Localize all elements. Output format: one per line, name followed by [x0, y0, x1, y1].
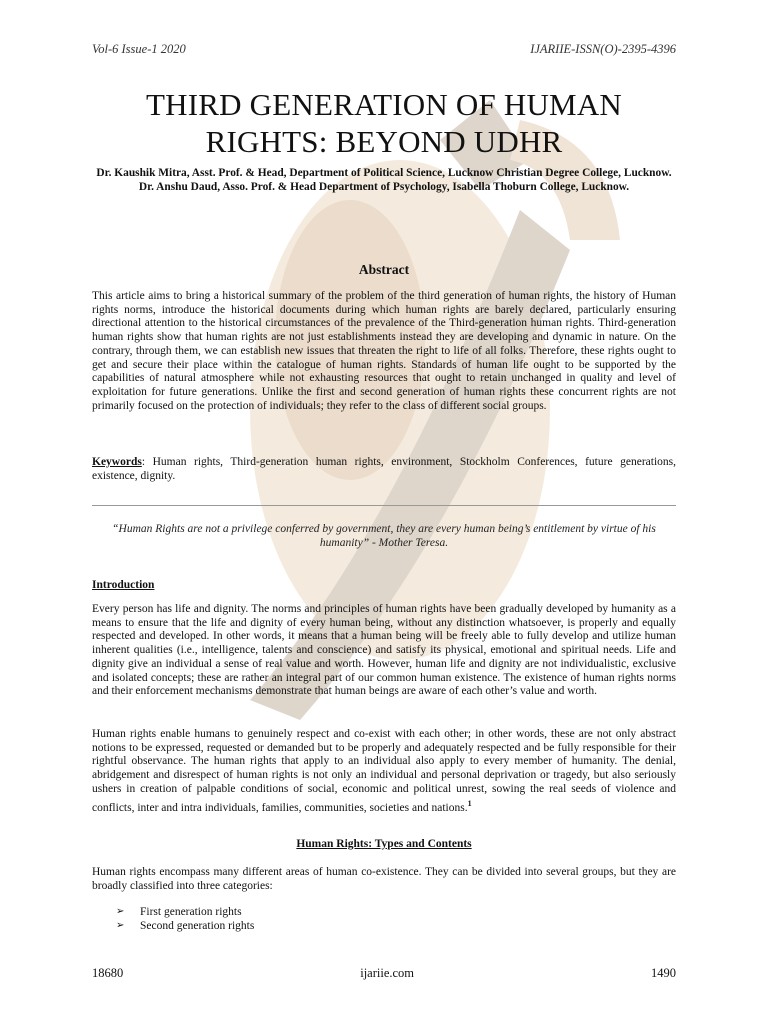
- header-issn: IJARIIE-ISSN(O)-2395-4396: [530, 42, 676, 56]
- title-line-2: RIGHTS: BEYOND UDHR: [205, 124, 563, 159]
- abstract-heading: Abstract: [358, 262, 410, 277]
- author-1: Dr. Kaushik Mitra, Asst. Prof. & Head, Department of Political Science, Lucknow Christian Degree College, Lucknow.: [96, 167, 672, 179]
- list-item-label: Second generation rights: [140, 920, 255, 932]
- keywords-separator: :: [141, 456, 146, 468]
- types-heading: Human Rights: Types and Contents: [296, 838, 472, 850]
- rights-list: [116, 905, 254, 933]
- paper-title: [60, 86, 708, 160]
- introduction-paragraph-2: [92, 728, 676, 815]
- abstract-body: This article aims to bring a historical summary of the problem of the third generation of human rights, the history of Human rights norms, introduce the historical documents during which human rights are barely declared, particularly ensuring directional attention to the historical circumstances of the prevalence of the Third-generation human rights. Third-generation human rights show that human rights are not just establishments instead they are developing and dynamic in nature. On the contrary, through them, we can establish new issues that threaten the right to life of all folks. Therefore, these rights ought to get and secure their place within the catalogue of human rights. Standards of human life ought to be supported by the capabilities of natural atmosphere while not exhausting resources that ought to retain unchanged in quality and level of exploitation for future generations. Unlike the first and second generation of human rights these concurrent rights are not primarily focused on the protection of individuals; they refer to the class of different social groups.: [92, 290, 676, 412]
- epigraph-quote: “Human Rights are not a privilege conferred by government, they are every human being’s entitlement by virtue of his humanity” - Mother Teresa.: [112, 523, 656, 549]
- author-2: Dr. Anshu Daud, Asso. Prof. & Head Department of Psychology, Isabella Thoburn College, Lucknow.: [138, 181, 630, 193]
- page-footer: [92, 966, 676, 981]
- authors-block: [92, 166, 676, 194]
- title-line-1: THIRD GENERATION OF HUMAN: [145, 87, 622, 122]
- section-divider: [92, 505, 676, 506]
- footnote-marker[interactable]: 1: [467, 798, 472, 808]
- footer-site[interactable]: ijariie.com: [360, 966, 415, 980]
- keywords-text: Human rights, Third-generation human rights, environment, Stockholm Conferences, future generations, existence, dignity.: [92, 456, 676, 482]
- list-item-label: First generation rights: [140, 906, 242, 918]
- running-header: [92, 42, 676, 57]
- footer-paper-id: 18680: [92, 966, 124, 980]
- keywords-label: Keywords: [92, 456, 142, 468]
- header-volume-issue: Vol-6 Issue-1 2020: [92, 42, 186, 56]
- arrow-bullet-icon: ➢: [116, 906, 125, 917]
- arrow-bullet-icon: ➢: [116, 920, 125, 931]
- introduction-paragraph-1: Every person has life and dignity. The norms and principles of human rights have been gradually developed by humanity as a means to ensure that the life and dignity of every human being, without any distinction whatsoever, is properly and equally respected and developed. In other words, it means that a human being will be freely able to fully develop and utilize human inherent qualities (i.e., intelligence, talents and conscience) and satisfy its physical, emotional and spiritual needs. Life and dignity give an individual a sense of real value and worth. However, human life and dignity are not individualistic, exclusive and isolated concepts; these are rather an integral part of our common human existence. The existence of human rights norms and their enforcement mechanisms demonstrate that human beings are aware of each other’s value and worth.: [92, 603, 676, 698]
- keywords-paragraph: [92, 456, 676, 483]
- introduction-heading: Introduction: [92, 579, 155, 591]
- footer-page-number: 1490: [650, 966, 676, 980]
- list-item: [116, 919, 254, 933]
- list-item: [116, 905, 254, 919]
- introduction-paragraph-2-text: Human rights enable humans to genuinely respect and co-exist with each other; in other words, these are not only abstract notions to be expressed, requested or demanded but to be properly and adequately respected and be fully responsible for their rightful observance. The human rights that apply to an individual also apply to every member of humanity. The denial, abridgement and disrespect of human rights is not only an individual and personal deprivation or tragedy, but also seriously ushers in creation of palpable conditions of social, economic and political unrest, sowing the real seeds of violence and conflicts, inter and intra individuals, families, communities, societies and nations.: [92, 728, 676, 814]
- types-paragraph: Human rights encompass many different areas of human co-existence. They can be divided into several groups, but they are broadly classified into three categories:: [92, 866, 676, 892]
